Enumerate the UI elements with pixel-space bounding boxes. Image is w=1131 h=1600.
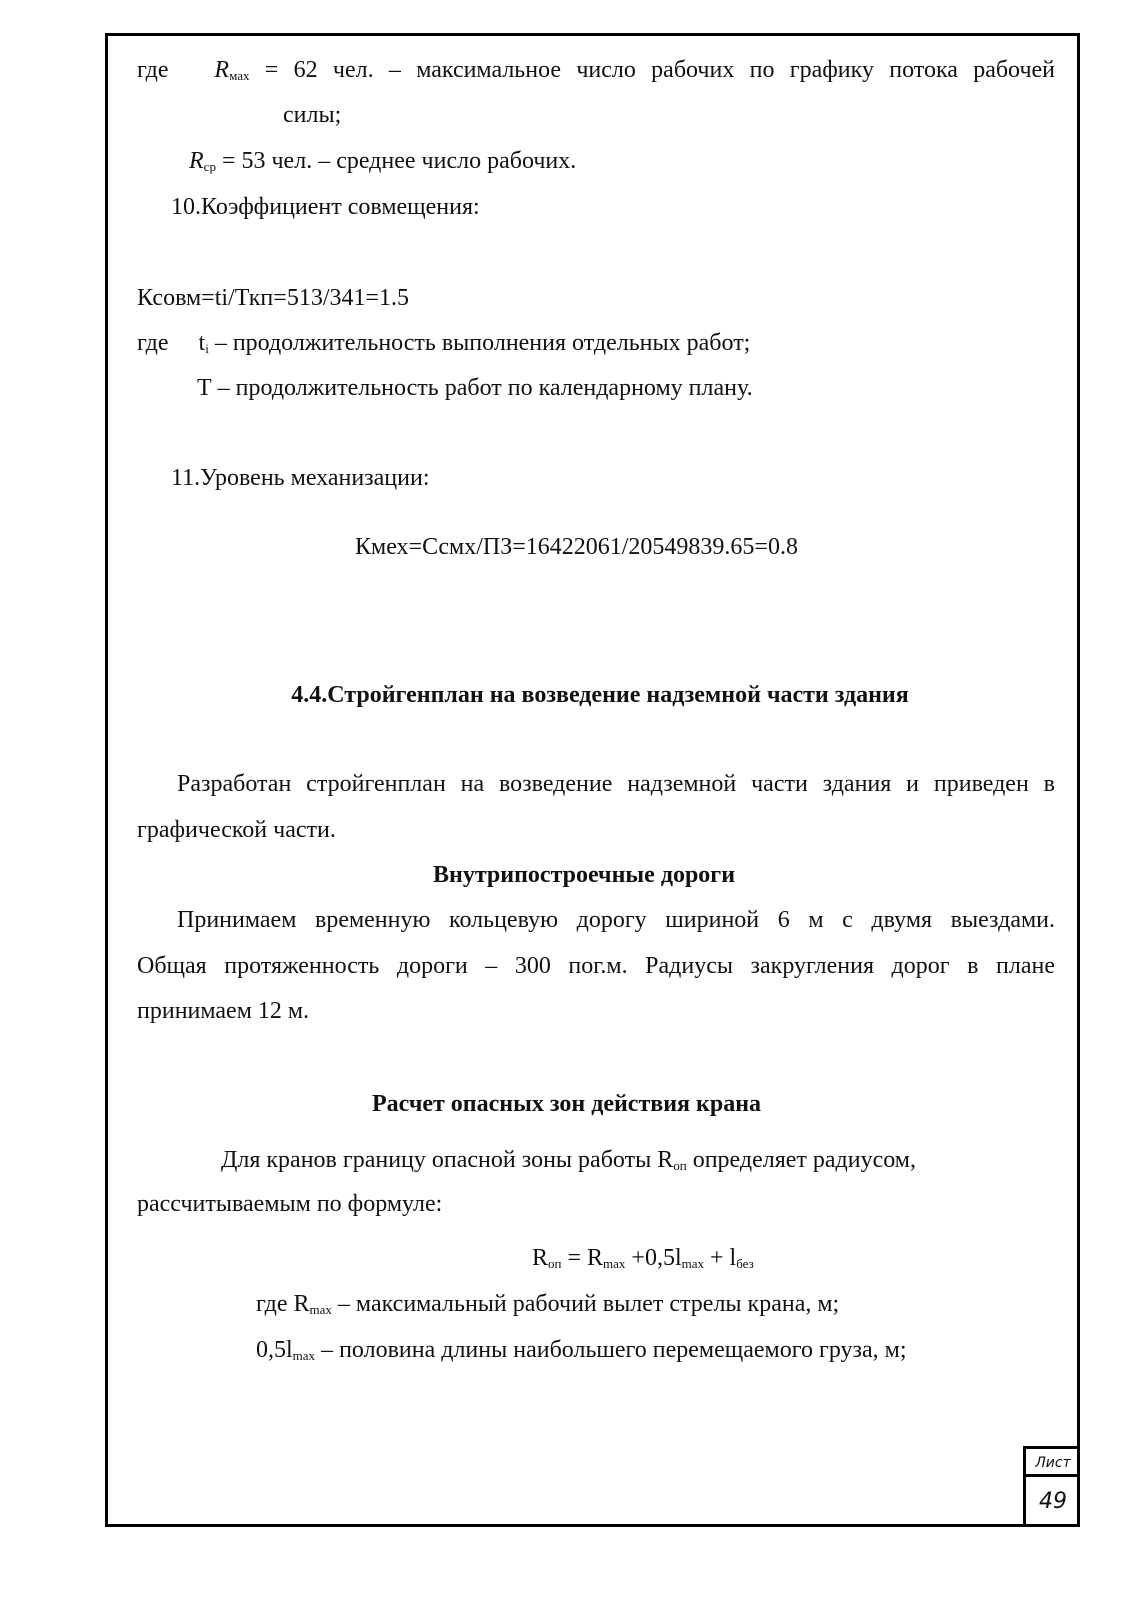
paragraph-2-line-2: Общая протяженность дороги – 300 пог.м. Радиусы закругления дорог в плане [137,953,1055,979]
section-heading: 4.4.Стройгенплан на возведение надземной части здания [291,682,909,708]
where-lmax: $0,5l_{max}$ – половина длины наибольшего перемещаемого груза, м; [256,1337,907,1363]
line-ti: где $t_i$ – продолжительность выполнения отдельных работ; [137,330,751,356]
item-10-heading: 10.Коэффициент совмещения: [171,194,480,220]
paragraph-1-line-2: графической части. [137,817,336,843]
formula-kmeh: Кмех=Ссмх/ПЗ=16422061/20549839.65=0.8 [355,534,798,560]
paragraph-2-line-3: принимаем 12 м. [137,998,310,1024]
line-t: Т – продолжительность работ по календарному плану. [197,375,753,401]
formula-rop: $R_{оп} = R_{max} +0,5l_{max} + l_{без}$ [532,1245,754,1271]
line-rmax: где $R_{мах} = 62$ чел. – максимальное число рабочих по графику потока рабочей [137,57,1056,83]
paragraph-1-line-1: Разработан стройгенплан на возведение надземной части здания и приведен в [177,771,1055,797]
sheet-stamp [1023,1446,1080,1527]
subheading-roads: Внутрипостроечные дороги [433,862,736,888]
page-number: 49 [1039,1489,1067,1514]
sheet-label: Лист [1026,1449,1080,1477]
where-rmax: где $R_{max}$ – максимальный рабочий вылет стрелы крана, м; [256,1291,840,1317]
formula-ksovm: Ксовм=ti/Ткп=513/341=1.5 [137,285,410,311]
line-sily: силы; [283,102,342,128]
subheading-crane-zones: Расчет опасных зон действия крана [372,1091,762,1117]
item-11-heading: 11.Уровень механизации: [171,465,430,491]
paragraph-3-line-2: рассчитываемым по формуле: [137,1191,443,1217]
paragraph-3-line-1: Для кранов границу опасной зоны работы $R_{оп}$ определяет радиусом, [221,1147,916,1173]
paragraph-2-line-1: Принимаем временную кольцевую дорогу шириной 6 м с двумя выездами. [177,907,1055,933]
line-rsr: $R_{ср} = 53$ чел. – среднее число рабочих. [189,148,577,174]
